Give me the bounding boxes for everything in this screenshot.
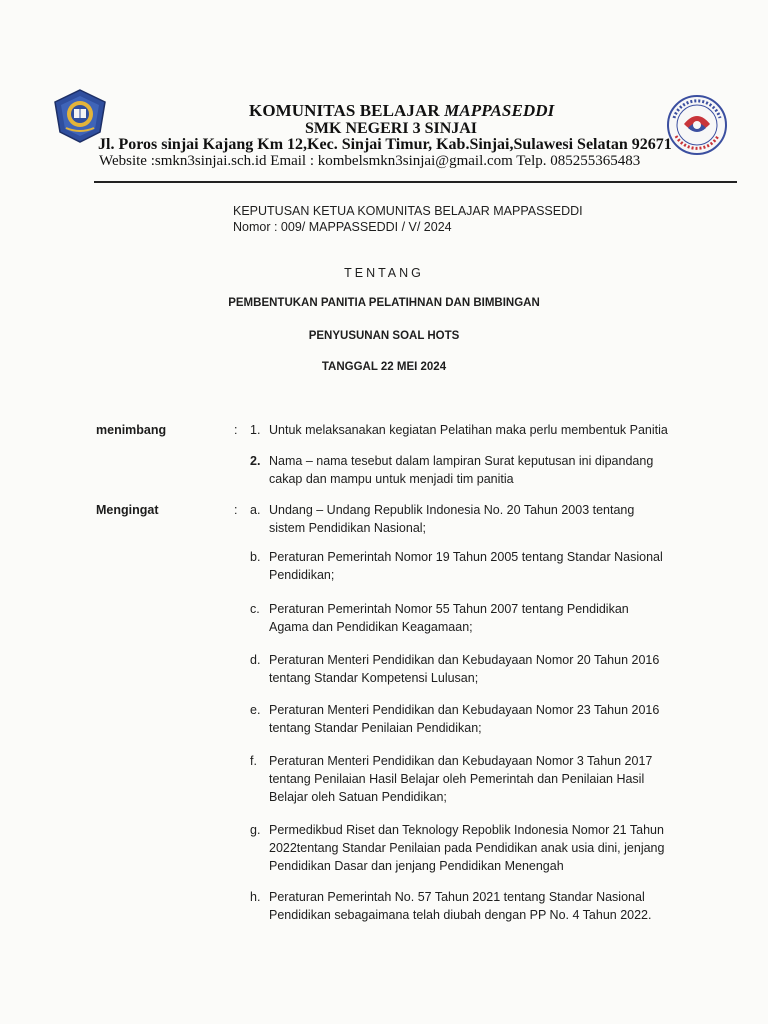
item-marker: e. — [250, 703, 261, 717]
item-marker: d. — [250, 653, 261, 667]
school-name: SMK NEGERI 3 SINJAI — [305, 120, 478, 137]
item-marker: c. — [250, 602, 260, 616]
item-line: Pendidikan Dasar dan jenjang Pendidikan Menengah — [269, 859, 564, 873]
menimbang-colon: : — [234, 423, 238, 437]
subject-line-2: PENYUSUNAN SOAL HOTS — [308, 330, 460, 342]
list-item — [250, 452, 678, 488]
list-item — [250, 701, 678, 737]
item-line: Peraturan Pemerintah No. 57 Tahun 2021 tentang Standar Nasional — [269, 890, 645, 904]
mengingat-label: Mengingat — [96, 503, 159, 517]
list-item — [250, 501, 678, 537]
item-marker: h. — [250, 890, 261, 904]
item-line: 2022tentang Standar Penilaian pada Pendidikan anak usia dini, jenjang — [269, 841, 665, 855]
subject-line-1: PEMBENTUKAN PANITIA PELATIHNAN DAN BIMBINGAN — [228, 297, 540, 309]
item-marker: g. — [250, 823, 261, 837]
item-line: tentang Standar Penilaian Pendidikan; — [269, 721, 482, 735]
item-marker: 1. — [250, 423, 261, 437]
school-address: Jl. Poros sinjai Kajang Km 12,Kec. Sinjai Timur, Kab.Sinjai,Sulawesi Selatan 92671 — [98, 136, 672, 153]
item-line: Permedikbud Riset dan Teknology Repoblik Indonesia Nomor 21 Tahun — [269, 823, 664, 837]
community-circular-seal-icon — [666, 94, 728, 156]
decree-date: TANGGAL 22 MEI 2024 — [321, 361, 447, 373]
item-line: cakap dan mampu untuk menjadi tim panitia — [269, 472, 514, 486]
item-line: Peraturan Menteri Pendidikan dan Kebudayaan Nomor 20 Tahun 2016 — [269, 653, 660, 667]
item-line: Peraturan Pemerintah Nomor 55 Tahun 2007 tentang Pendidikan — [269, 602, 629, 616]
item-line: Belajar oleh Satuan Pendidikan; — [269, 790, 447, 804]
item-line: Agama dan Pendidikan Keagamaan; — [269, 620, 473, 634]
school-contact: Website :smkn3sinjai.sch.id Email : kombelsmkn3sinjai@gmail.com Telp. 085255365483 — [99, 153, 641, 169]
item-line: sistem Pendidikan Nasional; — [269, 521, 427, 535]
item-marker: 2. — [250, 454, 261, 468]
item-line: Peraturan Menteri Pendidikan dan Kebudayaan Nomor 3 Tahun 2017 — [269, 754, 653, 768]
list-item — [250, 888, 678, 924]
item-line: Pendidikan; — [269, 568, 335, 582]
organization-name: KOMUNITAS BELAJAR MAPPASEDDI — [249, 101, 555, 120]
decree-number: Nomor : 009/ MAPPASSEDDI / V/ 2024 — [233, 220, 452, 234]
letterhead-divider — [94, 181, 737, 183]
list-item — [250, 821, 678, 875]
item-line: tentang Standar Kompetensi Lulusan; — [269, 671, 479, 685]
list-item — [250, 421, 678, 439]
item-line: Pendidikan sebagaimana telah diubah dengan PP No. 4 Tahun 2022. — [269, 908, 652, 922]
mengingat-colon: : — [234, 503, 238, 517]
list-item — [250, 548, 678, 584]
list-item — [250, 651, 678, 687]
decree-heading: KEPUTUSAN KETUA KOMUNITAS BELAJAR MAPPASSEDDI — [233, 204, 583, 218]
tentang-heading: TENTANG — [344, 266, 424, 280]
menimbang-label: menimbang — [96, 423, 167, 437]
item-line: Peraturan Pemerintah Nomor 19 Tahun 2005 tentang Standar Nasional — [269, 550, 663, 564]
item-line: tentang Penilaian Hasil Belajar oleh Pemerintah dan Penilaian Hasil — [269, 772, 645, 786]
item-marker: b. — [250, 550, 261, 564]
item-marker: f. — [250, 754, 257, 768]
list-item — [250, 600, 678, 636]
item-line: Peraturan Menteri Pendidikan dan Kebudayaan Nomor 23 Tahun 2016 — [269, 703, 660, 717]
list-item — [250, 752, 678, 806]
item-line: Undang – Undang Republik Indonesia No. 20 Tahun 2003 tentang — [269, 503, 635, 517]
item-marker: a. — [250, 503, 261, 517]
item-line: Untuk melaksanakan kegiatan Pelatihan maka perlu membentuk Panitia — [269, 423, 668, 437]
item-line: Nama – nama tesebut dalam lampiran Surat keputusan ini dipandang — [269, 454, 654, 468]
